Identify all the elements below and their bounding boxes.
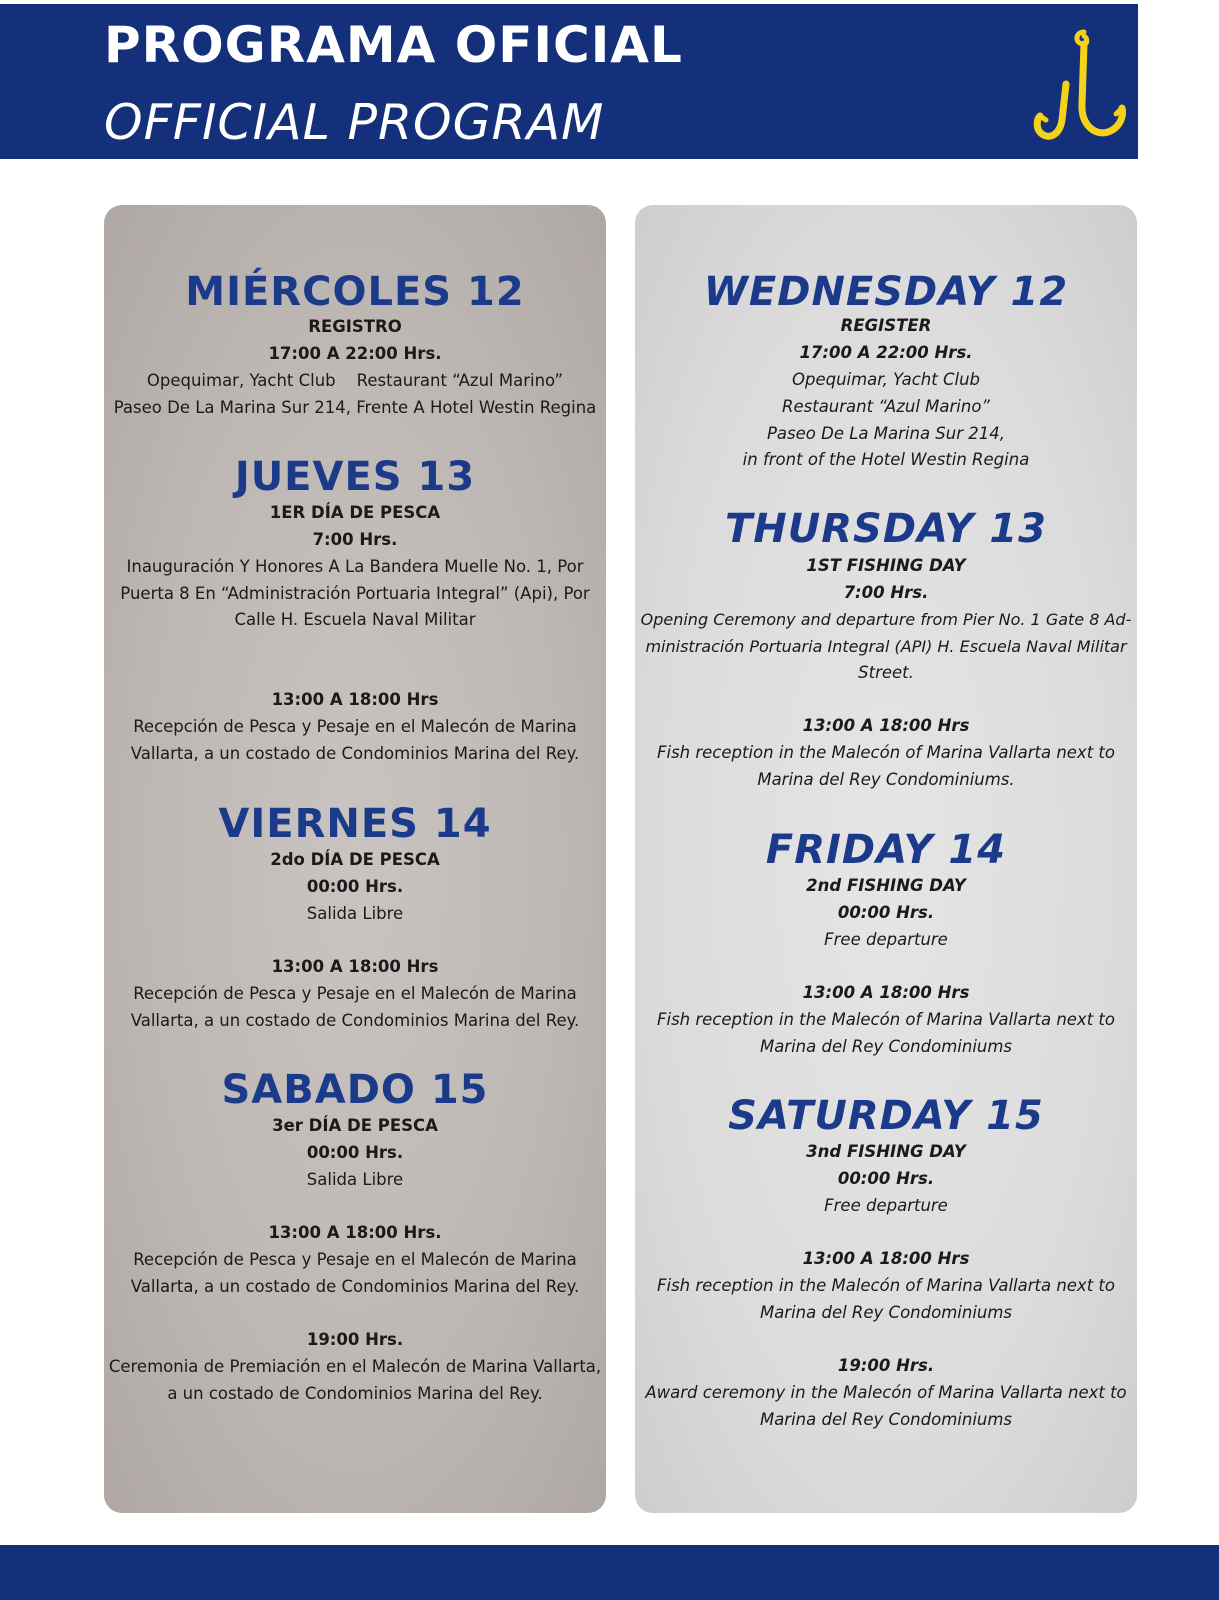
event-text: Vallarta, a un costado de Condominios Marina del Rey. (130, 1011, 580, 1030)
day-heading-saturday-es: SABADO 15 (221, 1067, 489, 1113)
title-english: OFFICIAL PROGRAM (104, 94, 605, 151)
event-text: Calle H. Escuela Naval Militar (234, 610, 476, 629)
event-text: Opening Ceremony and departure from Pier No. 1 Gate 8 Ad- (640, 610, 1132, 629)
event-text: Salida Libre (306, 904, 404, 923)
event-text: Paseo De La Marina Sur 214, Frente A Hotel Westin Regina (113, 398, 597, 417)
event-text: Fish reception in the Malecón of Marina Vallarta next to (657, 1276, 1115, 1295)
event-text: Ceremonia de Premiación en el Malecón de Marina Vallarta, (108, 1357, 602, 1376)
event-time: 13:00 A 18:00 Hrs (271, 957, 439, 976)
event-title: 1ST FISHING DAY (806, 556, 966, 575)
event-text: Fish reception in the Malecón of Marina Vallarta next to (657, 743, 1115, 762)
day-heading-thursday-en: THURSDAY 13 (725, 506, 1047, 552)
event-time: 13:00 A 18:00 Hrs (802, 983, 970, 1002)
event-text: Fish reception in the Malecón of Marina Vallarta next to (657, 1010, 1115, 1029)
event-title: 2nd FISHING DAY (806, 876, 966, 895)
event-text: Marina del Rey Condominiums (759, 1037, 1013, 1056)
event-text: Marina del Rey Condominiums. (757, 770, 1015, 789)
event-time: 00:00 Hrs. (306, 1143, 404, 1162)
event-time: 00:00 Hrs. (837, 903, 935, 922)
event-time: 13:00 A 18:00 Hrs (802, 1249, 970, 1268)
event-text: in front of the Hotel Westin Regina (742, 450, 1030, 469)
event-text: Vallarta, a un costado de Condominios Marina del Rey. (130, 1277, 580, 1296)
event-title: 3nd FISHING DAY (806, 1142, 966, 1161)
event-text: Award ceremony in the Malecón of Marina Vallarta next to (645, 1383, 1127, 1402)
fish-hook-logo-icon (1032, 24, 1132, 152)
event-text: Free departure (824, 1196, 948, 1215)
event-text: Recepción de Pesca y Pesaje en el Malecón de Marina (133, 984, 577, 1003)
day-heading-thursday-es: JUEVES 13 (234, 454, 476, 500)
event-text: ministración Portuaria Integral (API) H. Escuela Naval Militar (645, 637, 1127, 656)
english-program-column (635, 205, 1137, 1513)
event-text: Recepción de Pesca y Pesaje en el Malecón de Marina (133, 717, 577, 736)
event-text: Vallarta, a un costado de Condominios Marina del Rey. (130, 744, 580, 763)
event-text: Restaurant “Azul Marino” (782, 397, 990, 416)
event-time: 13:00 A 18:00 Hrs (271, 690, 439, 709)
event-time: 17:00 A 22:00 Hrs. (268, 344, 442, 363)
footer-bar (0, 1545, 1219, 1600)
event-text: Opequimar, Yacht Club (791, 370, 981, 389)
event-title: REGISTER (840, 316, 932, 335)
event-time: 13:00 A 18:00 Hrs (802, 716, 970, 735)
day-heading-wednesday-en: WEDNESDAY 12 (703, 269, 1069, 315)
event-title: 2do DÍA DE PESCA (270, 850, 440, 869)
event-text: Inauguración Y Honores A La Bandera Muelle No. 1, Por (126, 557, 584, 576)
event-text: a un costado de Condominios Marina del Rey. (167, 1384, 543, 1403)
event-time: 17:00 A 22:00 Hrs. (799, 343, 973, 362)
event-title: 1ER DÍA DE PESCA (269, 503, 441, 522)
day-heading-friday-es: VIERNES 14 (218, 801, 492, 847)
title-spanish: PROGRAMA OFICIAL (104, 16, 683, 74)
event-title: REGISTRO (308, 317, 402, 336)
event-text: Street. (858, 663, 914, 682)
event-text: Marina del Rey Condominiums (759, 1303, 1013, 1322)
day-heading-friday-en: FRIDAY 14 (765, 827, 1007, 873)
event-text: Opequimar, Yacht Club Restaurant “Azul Marino” (146, 371, 564, 390)
event-time: 19:00 Hrs. (306, 1330, 404, 1349)
event-time: 13:00 A 18:00 Hrs. (268, 1223, 442, 1242)
event-text: Marina del Rey Condominiums (759, 1410, 1013, 1429)
spanish-program-column (104, 205, 606, 1513)
event-title: 3er DÍA DE PESCA (272, 1116, 438, 1135)
event-text: Free departure (824, 930, 948, 949)
event-time: 00:00 Hrs. (306, 877, 404, 896)
event-time: 7:00 Hrs. (843, 583, 929, 602)
event-time: 7:00 Hrs. (312, 530, 398, 549)
event-text: Paseo De La Marina Sur 214, (766, 424, 1006, 443)
event-time: 00:00 Hrs. (837, 1169, 935, 1188)
event-text: Recepción de Pesca y Pesaje en el Malecón de Marina (133, 1250, 577, 1269)
header-banner (0, 4, 1138, 159)
event-text: Salida Libre (306, 1170, 404, 1189)
event-text: Puerta 8 En “Administración Portuaria Integral” (Api), Por (120, 584, 590, 603)
day-heading-wednesday-es: MIÉRCOLES 12 (185, 269, 525, 315)
event-time: 19:00 Hrs. (837, 1356, 935, 1375)
day-heading-saturday-en: SATURDAY 15 (728, 1093, 1044, 1139)
